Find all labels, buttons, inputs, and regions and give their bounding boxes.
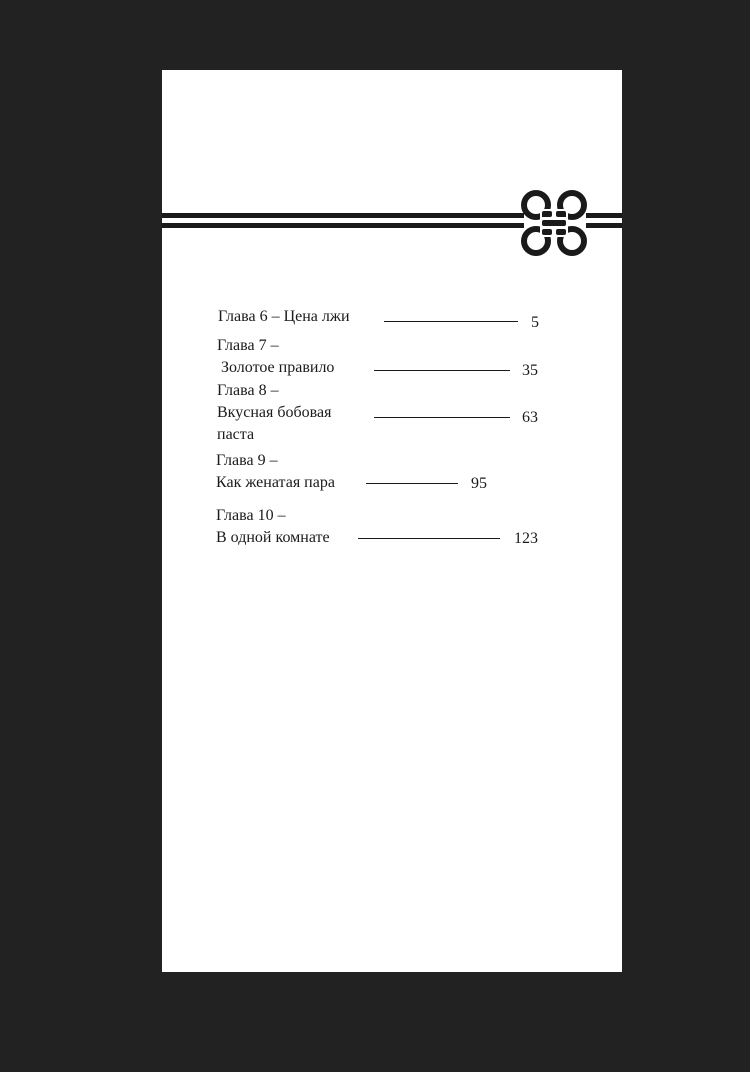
toc-page-number: 95	[471, 475, 487, 492]
toc-leader	[384, 321, 518, 322]
endless-knot-icon	[518, 187, 590, 259]
toc-entry-title-line: Как женатая пара	[216, 474, 335, 491]
toc-entry-title-line: Золотое правило	[217, 359, 335, 376]
toc-page-number: 5	[531, 314, 539, 331]
toc-entry-title-line: Глава 9 –	[216, 452, 278, 469]
toc-page-number: 35	[522, 362, 538, 379]
header-rule-upper-tail	[586, 213, 622, 218]
header-rule-lower	[162, 223, 524, 228]
book-page	[162, 70, 622, 972]
toc-leader	[358, 538, 500, 539]
toc-entry-title-line: Глава 10 –	[216, 507, 286, 524]
toc-entry-title-line: паста	[217, 426, 255, 443]
toc-entry-title-line: Глава 7 –	[217, 337, 279, 354]
toc-leader	[374, 417, 510, 418]
toc-entry-title-line: Глава 8 –	[217, 382, 279, 399]
header-rule-upper	[162, 213, 524, 218]
toc-entry-title-line: Вкусная бобовая	[217, 404, 332, 421]
header-rule-lower-tail	[586, 223, 622, 228]
toc-leader	[374, 370, 510, 371]
toc-leader	[366, 483, 458, 484]
toc-entry-title-line: В одной комнате	[216, 529, 330, 546]
toc-entry-title: Глава 6 – Цена лжи	[218, 308, 350, 325]
toc-page-number: 63	[522, 409, 538, 426]
toc-page-number: 123	[514, 530, 538, 547]
